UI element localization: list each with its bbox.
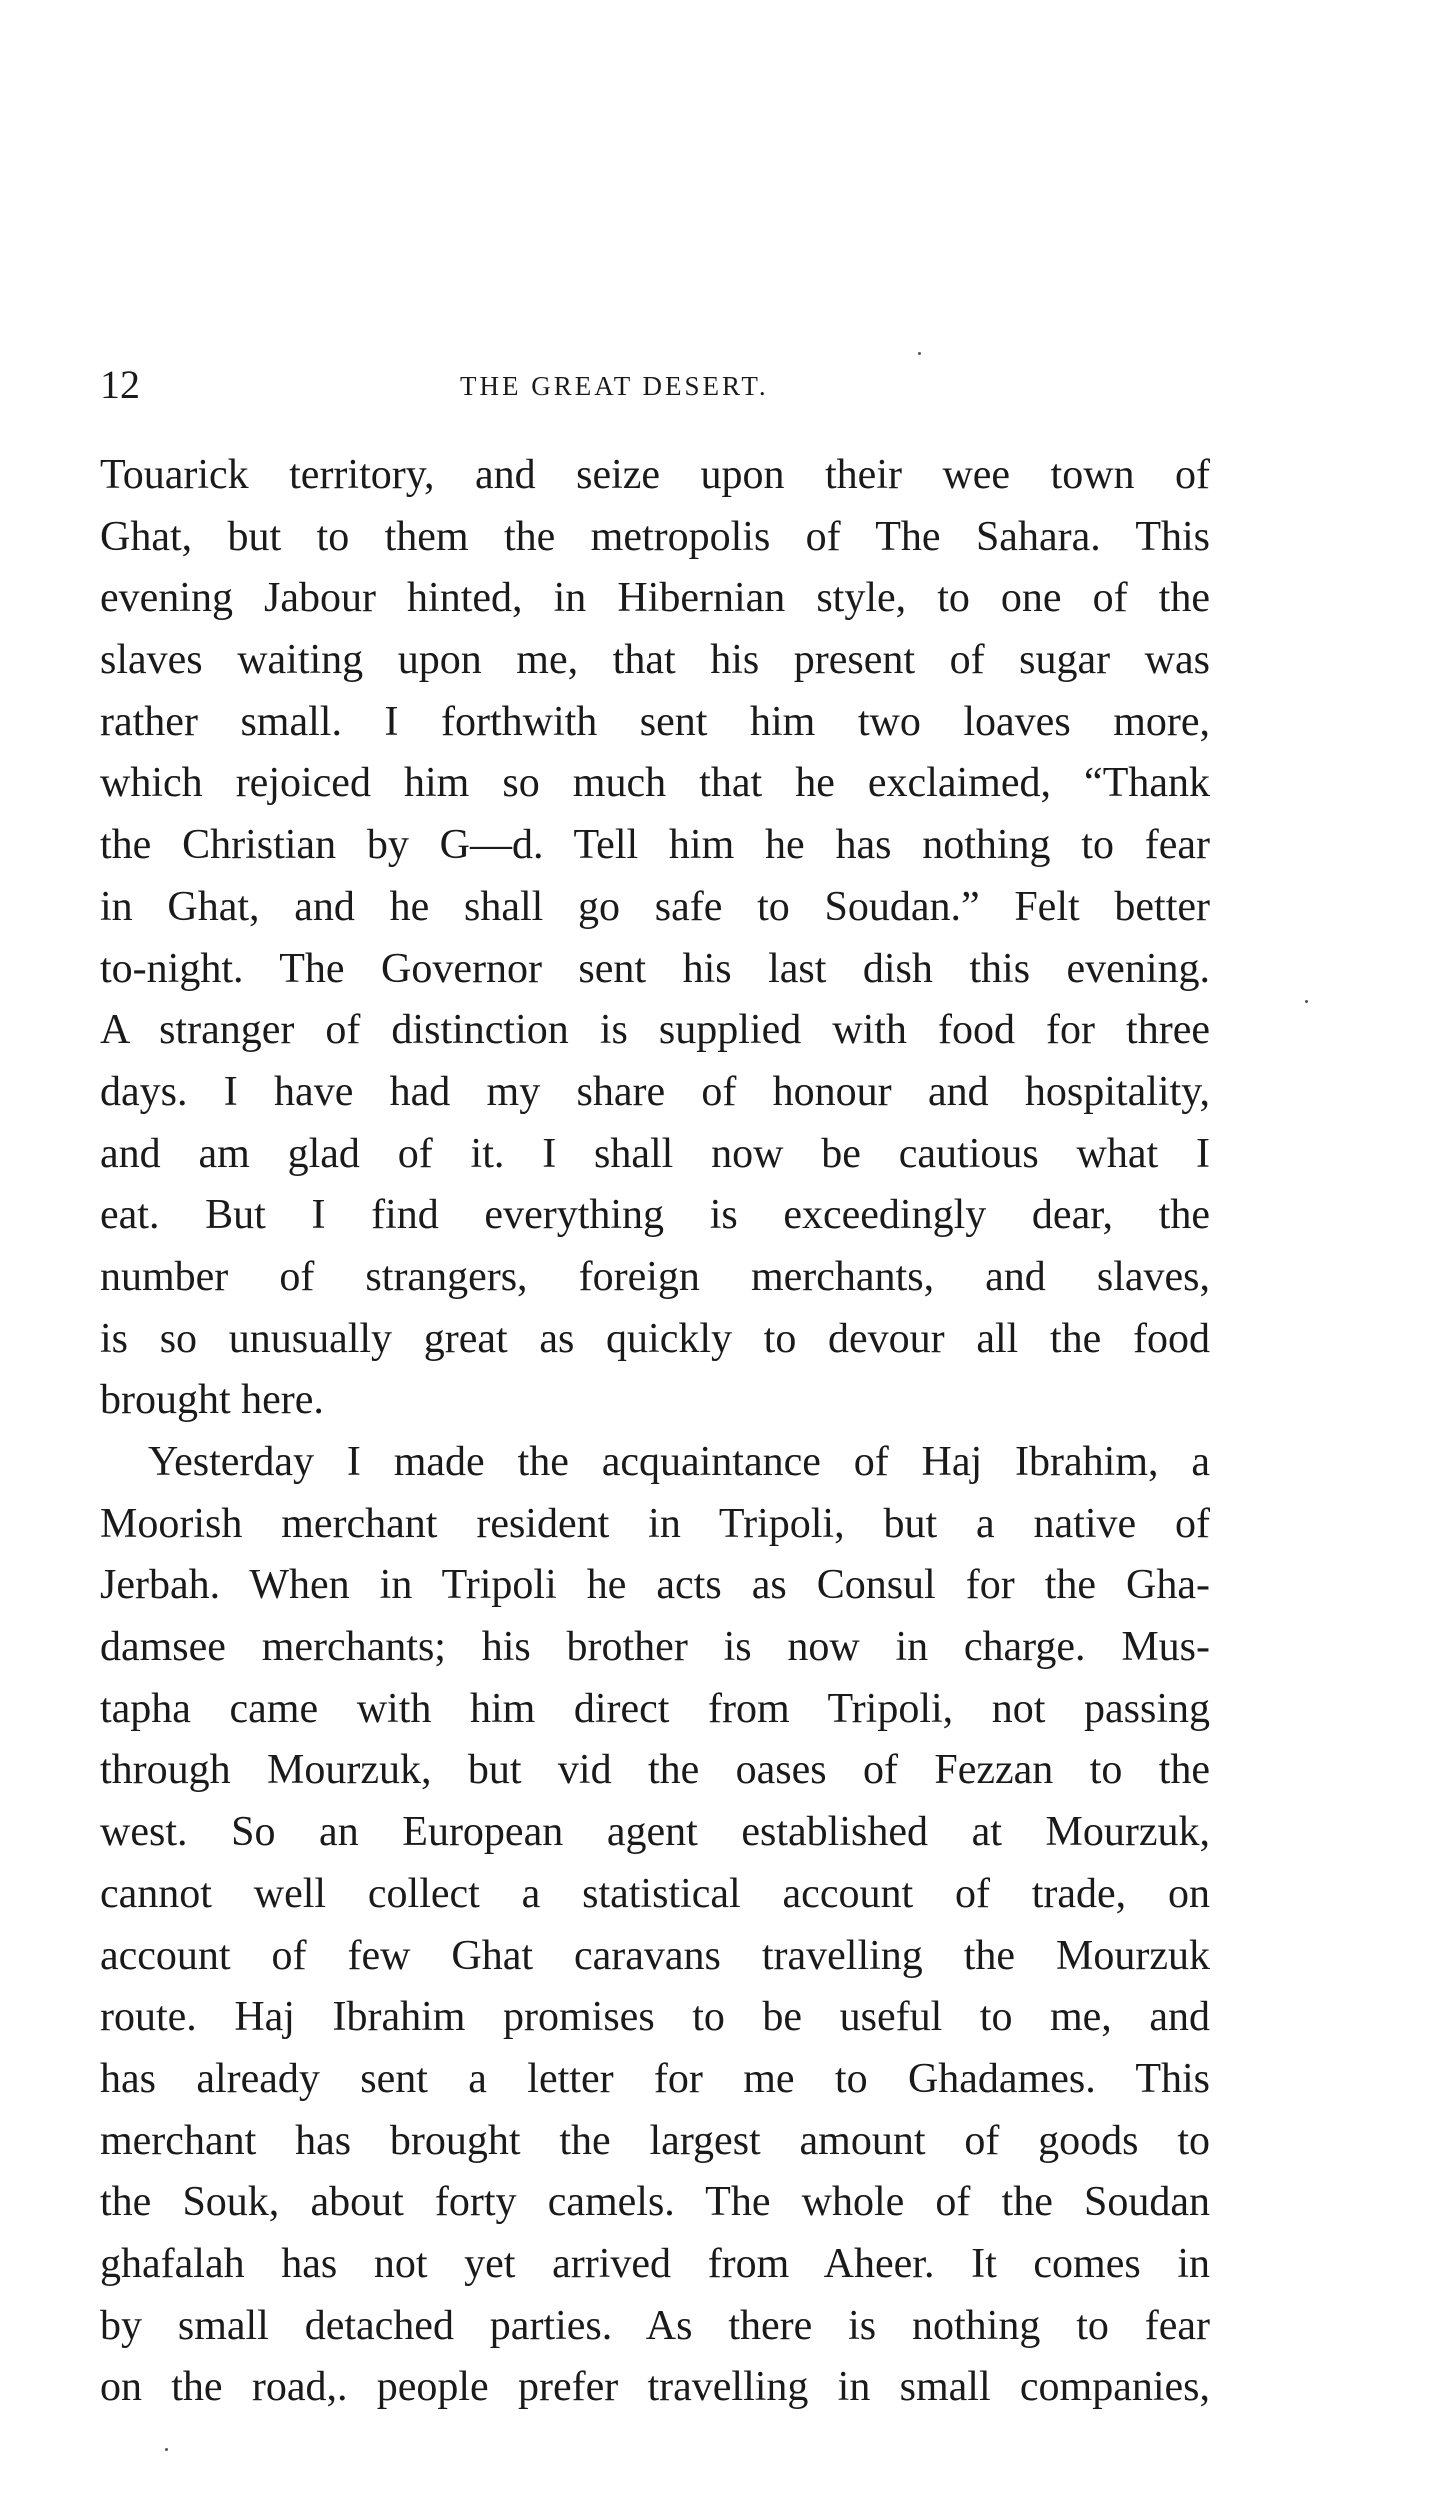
text-line: Yesterday I made the acquaintance of Haj Ibrahim, a: [148, 1439, 1210, 1485]
text-line: number of strangers, foreign merchants, and slaves,: [100, 1253, 1210, 1300]
text-line: is so unusually great as quickly to devour all the food: [100, 1315, 1210, 1362]
print-speck: [1305, 1000, 1308, 1003]
text-line: brought here.: [100, 1377, 324, 1424]
text-line: route. Haj Ibrahim promises to be useful to me, and: [100, 1994, 1210, 2041]
text-line: days. I have had my share of honour and hospitality,: [100, 1068, 1210, 1115]
text-line: Moorish merchant resident in Tripoli, but a native of: [100, 1500, 1210, 1547]
text-line: evening Jabour hinted, in Hibernian style, to one of the: [100, 575, 1210, 622]
text-line: to-night. The Governor sent his last dish this evening.: [100, 945, 1210, 992]
text-line: on the road,. people prefer travelling in small companies,: [100, 2364, 1210, 2411]
body-text: [100, 445, 1210, 2419]
text-line: Touarick territory, and seize upon their wee town of: [100, 452, 1210, 498]
text-line: tapha came with him direct from Tripoli, not passing: [100, 1685, 1210, 1732]
text-line: account of few Ghat caravans travelling the Mourzuk: [100, 1932, 1210, 1979]
text-line: in Ghat, and he shall go safe to Soudan.” Felt better: [100, 883, 1210, 930]
text-line: rather small. I forthwith sent him two loaves more,: [100, 698, 1210, 745]
print-speck: [918, 352, 921, 355]
text-line: by small detached parties. As there is nothing to fear: [100, 2302, 1210, 2349]
text-line: Ghat, but to them the metropolis of The Sahara. This: [100, 513, 1210, 560]
text-line: west. So an European agent established at Mourzuk,: [100, 1809, 1210, 1856]
text-line: the Christian by G—d. Tell him he has nothing to fear: [100, 822, 1210, 869]
text-line: has already sent a letter for me to Ghadames. This: [100, 2055, 1210, 2102]
text-line: and am glad of it. I shall now be cautious what I: [100, 1130, 1210, 1177]
text-line: through Mourzuk, but vid the oases of Fezzan to the: [100, 1747, 1210, 1794]
text-line: A stranger of distinction is supplied with food for three: [100, 1007, 1210, 1054]
page-number: 12: [100, 362, 140, 407]
page-header: [100, 355, 1220, 415]
running-title: THE GREAT DESERT.: [460, 371, 769, 401]
text-line: slaves waiting upon me, that his present of sugar was: [100, 637, 1210, 684]
text-line: damsee merchants; his brother is now in charge. Mus-: [100, 1624, 1210, 1671]
print-speck: [165, 2448, 168, 2451]
text-line: cannot well collect a statistical account of trade, on: [100, 1870, 1210, 1917]
text-line: merchant has brought the largest amount of goods to: [100, 2117, 1210, 2164]
text-line: eat. But I find everything is exceedingly dear, the: [100, 1192, 1210, 1239]
text-line: Jerbah. When in Tripoli he acts as Consul for the Gha-: [100, 1562, 1210, 1609]
text-line: ghafalah has not yet arrived from Aheer. It comes in: [100, 2240, 1210, 2287]
text-line: which rejoiced him so much that he exclaimed, “Thank: [100, 760, 1210, 807]
text-line: the Souk, about forty camels. The whole of the Soudan: [100, 2179, 1210, 2226]
